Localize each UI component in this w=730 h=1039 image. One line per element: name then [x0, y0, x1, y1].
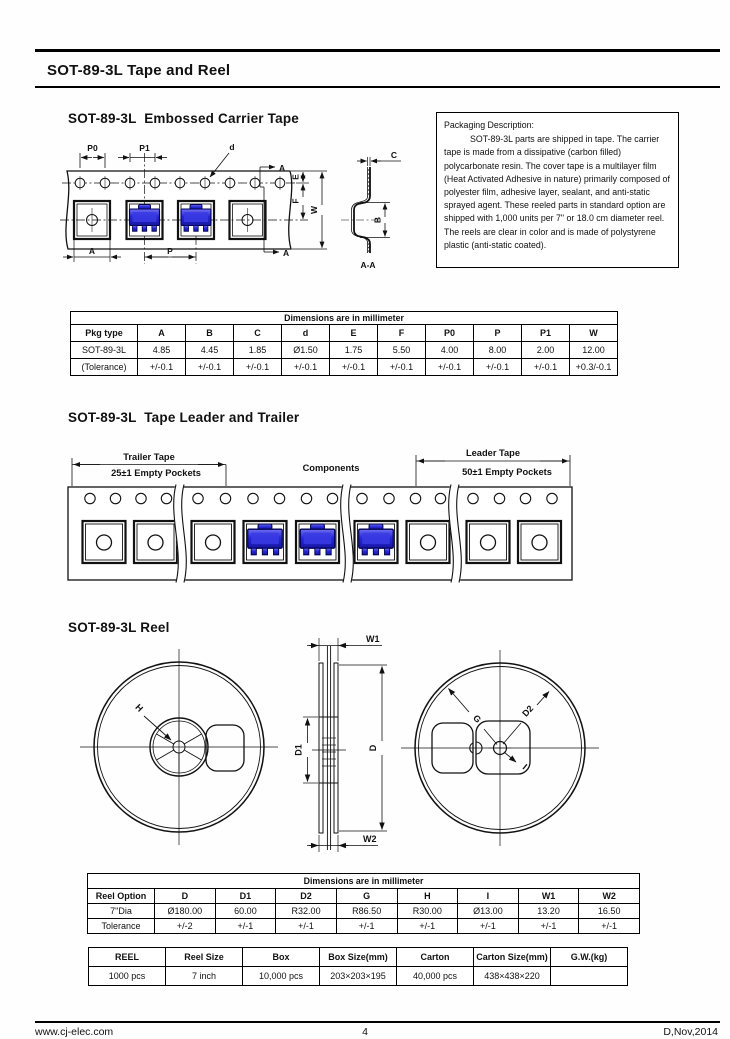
table-cell: +/-0.1	[426, 359, 474, 376]
table-row	[71, 359, 618, 376]
table-cell: Ø180.00	[155, 904, 216, 919]
table-cell: 2.00	[522, 342, 570, 359]
table-cell: +/-0.1	[378, 359, 426, 376]
footer-date: D,Nov,2014	[663, 1026, 718, 1038]
column-header: W	[570, 325, 618, 342]
table-cell: +/-1	[215, 919, 276, 934]
trailer-tape-label: Trailer Tape	[123, 452, 175, 462]
packaging-description-title: Packaging Description:	[444, 120, 534, 130]
dim-label-w: W	[309, 205, 319, 215]
leader-tape-label: Leader Tape	[465, 448, 521, 458]
dim-label-b: B	[372, 216, 383, 224]
table-row	[71, 342, 618, 359]
dim-label-e: E	[290, 174, 301, 180]
column-header: A	[138, 325, 186, 342]
table-cell	[551, 967, 628, 986]
dim-label-p0: P0	[87, 143, 98, 153]
column-header: P0	[426, 325, 474, 342]
table-cell: 4.00	[426, 342, 474, 359]
table-cell: 1.75	[330, 342, 378, 359]
table-cell: 203×203×195	[320, 967, 397, 986]
table-cell: 1.85	[234, 342, 282, 359]
row-header-cell: 1000 pcs	[89, 967, 166, 986]
table-cell: +/-1	[397, 919, 458, 934]
dim-label-g: G	[471, 712, 484, 725]
column-header: Reel Size	[166, 948, 243, 967]
column-header: B	[186, 325, 234, 342]
table-cell: 13.20	[518, 904, 579, 919]
column-header: E	[330, 325, 378, 342]
column-header: Box	[243, 948, 320, 967]
section-label-a-bottom: A	[283, 248, 290, 258]
column-header: W2	[579, 889, 640, 904]
reel-front-view	[80, 649, 278, 845]
dim-label-w2: W2	[363, 834, 377, 844]
table-cell: +/-1	[518, 919, 579, 934]
dim-label-d: d	[229, 142, 235, 152]
column-header: D2	[276, 889, 337, 904]
row-header-cell: 7"Dia	[88, 904, 155, 919]
column-header: P	[474, 325, 522, 342]
table-cell: 40,000 pcs	[397, 967, 474, 986]
column-header: I	[458, 889, 519, 904]
table-cell: +0.3/-0.1	[570, 359, 618, 376]
table-cell: +/-1	[336, 919, 397, 934]
page-title: SOT-89-3L Tape and Reel	[47, 62, 231, 79]
sot89-component	[359, 524, 394, 555]
column-header: Box Size(mm)	[320, 948, 397, 967]
table-cell: 16.50	[579, 904, 640, 919]
table-cell: R32.00	[276, 904, 337, 919]
packing-table	[88, 947, 628, 986]
table-cell: 4.45	[186, 342, 234, 359]
table-cell: 8.00	[474, 342, 522, 359]
trailer-pockets-label: 25±1 Empty Pockets	[111, 468, 201, 478]
header-rule-top	[35, 49, 720, 52]
table-cell: +/-0.1	[234, 359, 282, 376]
reel-dimensions-table	[87, 873, 640, 934]
table-cell: +/-1	[276, 919, 337, 934]
carrier-dimensions-table	[70, 311, 618, 376]
column-header: G.W.(kg)	[551, 948, 628, 967]
sot89-component	[248, 524, 283, 555]
column-header: G	[336, 889, 397, 904]
table-row	[89, 967, 628, 986]
table-cell: R30.00	[397, 904, 458, 919]
column-header: Reel Option	[88, 889, 155, 904]
table-cell: +/-0.1	[186, 359, 234, 376]
row-header-cell: Tolerance	[88, 919, 155, 934]
sot89-component	[300, 524, 335, 555]
table-cell: Ø13.00	[458, 904, 519, 919]
dim-label-f: F	[290, 198, 301, 204]
table-cell: 10,000 pcs	[243, 967, 320, 986]
section-view-caption: A-A	[360, 260, 376, 270]
leader-trailer-diagram	[60, 440, 620, 588]
footer-website: www.cj-elec.com	[35, 1026, 114, 1038]
dim-label-h: H	[133, 702, 145, 714]
column-header: H	[397, 889, 458, 904]
table-cell: R86.50	[336, 904, 397, 919]
components-label: Components	[302, 463, 360, 473]
table-cell: +/-0.1	[138, 359, 186, 376]
table-cell: +/-0.1	[474, 359, 522, 376]
column-header: D1	[215, 889, 276, 904]
table-cell: 7 inch	[166, 967, 243, 986]
column-header: d	[282, 325, 330, 342]
column-header: F	[378, 325, 426, 342]
section-heading-leader-trailer: SOT-89-3L Tape Leader and Trailer	[68, 410, 300, 425]
dim-label-p1: P1	[139, 143, 150, 153]
leader-pockets-label: 50±1 Empty Pockets	[462, 467, 552, 477]
dim-label-d2: D2	[520, 703, 536, 719]
packaging-description-text: SOT-89-3L parts are shipped in tape. The carrier tape is made from a dissipative (carbon filled) polycarbonate resin. The cover tape is a multilayer film (Heat Activated Adhesive in nature) primarily composed of polyester film, adhesive layer, sealant, and anti-static sprayed agent. These reeled parts in standard option are shipped with 1,000 units per 7" or 18.0 cm diameter reel. The reels are clear in color and is made of polystyrene plastic (anti-static coated).	[444, 134, 670, 250]
column-header: D	[155, 889, 216, 904]
sot89-component	[181, 205, 211, 232]
column-header: Carton	[397, 948, 474, 967]
footer-rule	[35, 1021, 720, 1023]
table-cell: +/-1	[458, 919, 519, 934]
table-cell: +/-2	[155, 919, 216, 934]
table-caption: Dimensions are in millimeter	[71, 312, 618, 325]
dim-label-a: A	[88, 246, 96, 256]
dim-label-i: I	[520, 762, 530, 772]
row-header-cell: SOT-89-3L	[71, 342, 138, 359]
column-header: C	[234, 325, 282, 342]
table-row	[88, 919, 640, 934]
dim-label-d1: D1	[293, 744, 304, 756]
dim-label-d: D	[368, 744, 378, 752]
table-cell: 60.00	[215, 904, 276, 919]
table-caption: Dimensions are in millimeter	[88, 874, 640, 889]
sot89-component	[130, 205, 160, 232]
dim-label-c: C	[390, 150, 398, 160]
column-header: W1	[518, 889, 579, 904]
table-cell: 4.85	[138, 342, 186, 359]
section-view-a-a	[341, 157, 401, 253]
footer-page-number: 4	[362, 1026, 368, 1038]
table-cell: +/-0.1	[330, 359, 378, 376]
carrier-tape-diagram	[60, 140, 408, 288]
row-header-cell: (Tolerance)	[71, 359, 138, 376]
table-cell: +/-0.1	[522, 359, 570, 376]
dim-label-p: P	[167, 246, 173, 256]
table-cell: Ø1.50	[282, 342, 330, 359]
column-header: Carton Size(mm)	[474, 948, 551, 967]
table-cell: 438×438×220	[474, 967, 551, 986]
column-header: REEL	[89, 948, 166, 967]
section-heading-carrier-tape: SOT-89-3L Embossed Carrier Tape	[68, 111, 299, 126]
header-rule-bottom	[35, 86, 720, 88]
table-cell: 5.50	[378, 342, 426, 359]
table-cell: 12.00	[570, 342, 618, 359]
section-label-a-top: A	[279, 163, 286, 173]
packaging-description-box	[436, 112, 679, 268]
reel-diagram	[60, 628, 660, 860]
table-cell: +/-1	[579, 919, 640, 934]
section-heading-reel: SOT-89-3L Reel	[68, 620, 170, 635]
table-cell: +/-0.1	[282, 359, 330, 376]
column-header: Pkg type	[71, 325, 138, 342]
reel-back-view	[401, 650, 599, 846]
column-header: P1	[522, 325, 570, 342]
dim-label-w1: W1	[366, 634, 380, 644]
table-row	[88, 904, 640, 919]
